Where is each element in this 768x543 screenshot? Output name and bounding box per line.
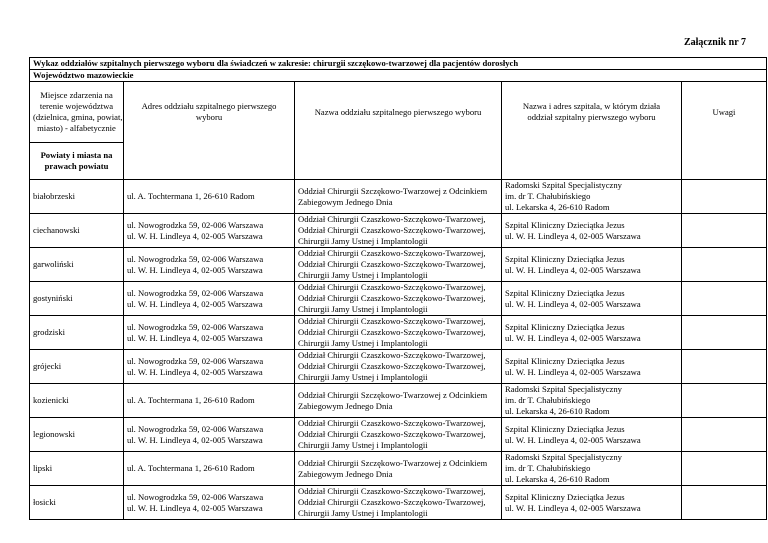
ward-address: ul. A. Tochtermana 1, 26-610 Radom bbox=[124, 384, 295, 418]
notes-cell bbox=[682, 486, 767, 520]
ward-address: ul. Nowogrodzka 59, 02-006 Warszawa ul. W. H. Lindleya 4, 02-005 Warszawa bbox=[124, 214, 295, 248]
table-row bbox=[30, 316, 767, 350]
region-row bbox=[30, 70, 767, 82]
ward-address: ul. Nowogrodzka 59, 02-006 Warszawa ul. W. H. Lindleya 4, 02-005 Warszawa bbox=[124, 350, 295, 384]
ward-name: Oddział Chirurgii Czaszkowo-Szczękowo-Twarzowej, Oddział Chirurgii Czaszkowo-Szczękowo-Twarzowej, Chirurgii Jamy Ustnej i Implantologii bbox=[295, 214, 502, 248]
notes-cell bbox=[682, 214, 767, 248]
notes-cell bbox=[682, 452, 767, 486]
notes-cell bbox=[682, 316, 767, 350]
hospital-name-address: Radomski Szpital Specjalistyczny im. dr T. Chałubińskiego ul. Lekarska 4, 26-610 Radom bbox=[502, 180, 682, 214]
table-row bbox=[30, 452, 767, 486]
annex-label: Załącznik nr 7 bbox=[683, 37, 746, 48]
powiat-name: łosicki bbox=[30, 486, 124, 520]
notes-cell bbox=[682, 282, 767, 316]
table-row bbox=[30, 418, 767, 452]
notes-cell bbox=[682, 350, 767, 384]
table-row bbox=[30, 486, 767, 520]
region-label: Województwo mazowieckie bbox=[30, 70, 767, 82]
header-notes: Uwagi bbox=[682, 82, 767, 143]
header-ward: Nazwa oddziału szpitalnego pierwszego wyboru bbox=[295, 82, 502, 143]
table-row bbox=[30, 180, 767, 214]
ward-address: ul. Nowogrodzka 59, 02-006 Warszawa ul. W. H. Lindleya 4, 02-005 Warszawa bbox=[124, 418, 295, 452]
hospital-name-address: Szpital Kliniczny Dzieciątka Jezus ul. W. H. Lindleya 4, 02-005 Warszawa bbox=[502, 418, 682, 452]
hospital-name-address: Szpital Kliniczny Dzieciątka Jezus ul. W. H. Lindleya 4, 02-005 Warszawa bbox=[502, 248, 682, 282]
ward-name: Oddział Chirurgii Czaszkowo-Szczękowo-Twarzowej, Oddział Chirurgii Czaszkowo-Szczękowo-Twarzowej, Chirurgii Jamy Ustnej i Implantologii bbox=[295, 486, 502, 520]
table-row bbox=[30, 384, 767, 418]
table-row bbox=[30, 248, 767, 282]
ward-name: Oddział Chirurgii Czaszkowo-Szczękowo-Twarzowej, Oddział Chirurgii Czaszkowo-Szczękowo-Twarzowej, Chirurgii Jamy Ustnej i Implantologii bbox=[295, 418, 502, 452]
ward-address: ul. A. Tochtermana 1, 26-610 Radom bbox=[124, 452, 295, 486]
ward-name: Oddział Chirurgii Czaszkowo-Szczękowo-Twarzowej, Oddział Chirurgii Czaszkowo-Szczękowo-Twarzowej, Chirurgii Jamy Ustnej i Implantologii bbox=[295, 248, 502, 282]
title-row bbox=[30, 58, 767, 70]
ward-address: ul. Nowogrodzka 59, 02-006 Warszawa ul. W. H. Lindleya 4, 02-005 Warszawa bbox=[124, 248, 295, 282]
powiaty-label: Powiaty i miasta na prawach powiatu bbox=[30, 143, 124, 180]
hospital-name-address: Szpital Kliniczny Dzieciątka Jezus ul. W. H. Lindleya 4, 02-005 Warszawa bbox=[502, 350, 682, 384]
hospital-name-address: Radomski Szpital Specjalistyczny im. dr T. Chałubińskiego ul. Lekarska 4, 26-610 Radom bbox=[502, 452, 682, 486]
notes-cell bbox=[682, 384, 767, 418]
powiat-name: gostyniński bbox=[30, 282, 124, 316]
powiaty-row bbox=[30, 143, 767, 180]
powiat-name: grodziski bbox=[30, 316, 124, 350]
notes-cell bbox=[682, 180, 767, 214]
ward-name: Oddział Chirurgii Czaszkowo-Szczękowo-Twarzowej, Oddział Chirurgii Czaszkowo-Szczękowo-Twarzowej, Chirurgii Jamy Ustnej i Implantologii bbox=[295, 282, 502, 316]
powiat-name: legionowski bbox=[30, 418, 124, 452]
ward-name: Oddział Chirurgii Szczękowo-Twarzowej z Odcinkiem Zabiegowym Jednego Dnia bbox=[295, 180, 502, 214]
powiat-name: grójecki bbox=[30, 350, 124, 384]
ward-address: ul. Nowogrodzka 59, 02-006 Warszawa ul. W. H. Lindleya 4, 02-005 Warszawa bbox=[124, 282, 295, 316]
hospital-name-address: Szpital Kliniczny Dzieciątka Jezus ul. W. H. Lindleya 4, 02-005 Warszawa bbox=[502, 282, 682, 316]
header-row bbox=[30, 82, 767, 143]
powiat-name: białobrzeski bbox=[30, 180, 124, 214]
ward-name: Oddział Chirurgii Szczękowo-Twarzowej z Odcinkiem Zabiegowym Jednego Dnia bbox=[295, 384, 502, 418]
powiat-name: ciechanowski bbox=[30, 214, 124, 248]
table-row bbox=[30, 282, 767, 316]
powiat-name: lipski bbox=[30, 452, 124, 486]
hospital-name-address: Szpital Kliniczny Dzieciątka Jezus ul. W. H. Lindleya 4, 02-005 Warszawa bbox=[502, 316, 682, 350]
ward-address: ul. Nowogrodzka 59, 02-006 Warszawa ul. W. H. Lindleya 4, 02-005 Warszawa bbox=[124, 486, 295, 520]
ward-address: ul. Nowogrodzka 59, 02-006 Warszawa ul. W. H. Lindleya 4, 02-005 Warszawa bbox=[124, 316, 295, 350]
hospital-name-address: Szpital Kliniczny Dzieciątka Jezus ul. W. H. Lindleya 4, 02-005 Warszawa bbox=[502, 486, 682, 520]
hospital-name-address: Szpital Kliniczny Dzieciątka Jezus ul. W. H. Lindleya 4, 02-005 Warszawa bbox=[502, 214, 682, 248]
hospital-name-address: Radomski Szpital Specjalistyczny im. dr T. Chałubińskiego ul. Lekarska 4, 26-610 Radom bbox=[502, 384, 682, 418]
header-address: Adres oddziału szpitalnego pierwszego wyboru bbox=[124, 82, 295, 143]
powiat-name: garwoliński bbox=[30, 248, 124, 282]
notes-cell bbox=[682, 248, 767, 282]
document-title: Wykaz oddziałów szpitalnych pierwszego wyboru dla świadczeń w zakresie: chirurgii szczękowo-twarzowej dla pacjentów dorosłych bbox=[30, 58, 767, 70]
ward-name: Oddział Chirurgii Szczękowo-Twarzowej z Odcinkiem Zabiegowym Jednego Dnia bbox=[295, 452, 502, 486]
header-hospital: Nazwa i adres szpitala, w którym działa oddział szpitalny pierwszego wyboru bbox=[502, 82, 682, 143]
ward-name: Oddział Chirurgii Czaszkowo-Szczękowo-Twarzowej, Oddział Chirurgii Czaszkowo-Szczękowo-Twarzowej, Chirurgii Jamy Ustnej i Implantologii bbox=[295, 316, 502, 350]
ward-address: ul. A. Tochtermana 1, 26-610 Radom bbox=[124, 180, 295, 214]
header-place: Miejsce zdarzenia na terenie województwa (dzielnica, gmina, powiat, miasto) - alfabetycznie bbox=[30, 82, 124, 143]
ward-name: Oddział Chirurgii Czaszkowo-Szczękowo-Twarzowej, Oddział Chirurgii Czaszkowo-Szczękowo-Twarzowej, Chirurgii Jamy Ustnej i Implantologii bbox=[295, 350, 502, 384]
table-row bbox=[30, 350, 767, 384]
wards-table bbox=[29, 57, 767, 520]
notes-cell bbox=[682, 418, 767, 452]
powiat-name: kozienicki bbox=[30, 384, 124, 418]
table-row bbox=[30, 214, 767, 248]
